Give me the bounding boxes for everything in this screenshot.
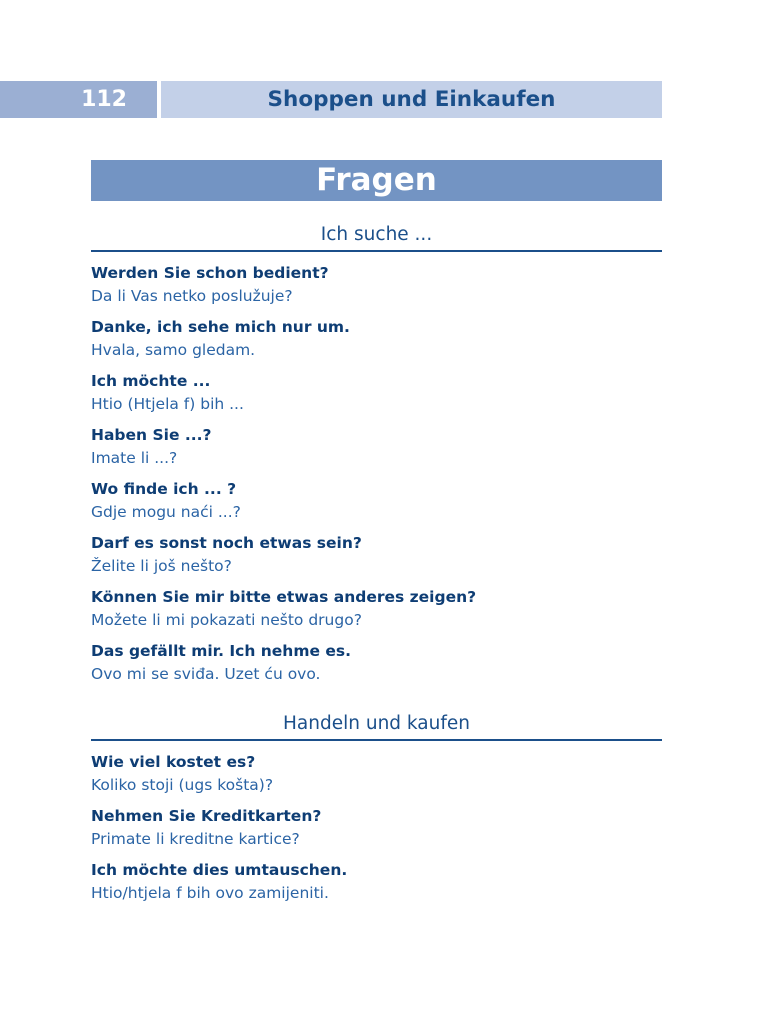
page-header	[0, 81, 662, 118]
phrase-german: Wie viel kostet es?	[91, 753, 256, 771]
chapter-title: Shoppen und Einkaufen	[161, 81, 662, 118]
phrase-croatian: Primate li kreditne kartice?	[91, 830, 300, 848]
phrase-german: Das gefällt mir. Ich nehme es.	[91, 642, 352, 660]
phrase-entry	[91, 262, 662, 308]
phrase-croatian: Gdje mogu naći ...?	[91, 503, 241, 521]
phrase-german: Ich möchte ...	[91, 372, 211, 390]
phrase-content	[91, 222, 662, 913]
phrase-croatian: Možete li mi pokazati nešto drugo?	[91, 611, 362, 629]
phrase-entry	[91, 478, 662, 524]
phrase-croatian: Htio (Htjela f) bih ...	[91, 395, 244, 413]
phrase-croatian: Htio/htjela f bih ovo zamijeniti.	[91, 884, 329, 902]
phrase-german: Danke, ich sehe mich nur um.	[91, 318, 350, 336]
phrase-entry	[91, 859, 662, 905]
phrase-entry	[91, 370, 662, 416]
subheading-handeln-und-kaufen: Handeln und kaufen	[91, 711, 662, 741]
phrase-entry	[91, 640, 662, 686]
section-title: Fragen	[91, 160, 662, 201]
phrase-german: Werden Sie schon bedient?	[91, 264, 329, 282]
phrase-croatian: Hvala, samo gledam.	[91, 341, 256, 359]
page-number: 112	[0, 81, 157, 118]
phrase-croatian: Da li Vas netko poslužuje?	[91, 287, 293, 305]
phrase-entry	[91, 424, 662, 470]
phrase-entry	[91, 586, 662, 632]
phrase-croatian: Ovo mi se sviđa. Uzet ću ovo.	[91, 665, 321, 683]
phrase-entry	[91, 316, 662, 362]
phrase-german: Wo finde ich ... ?	[91, 480, 237, 498]
phrase-german: Können Sie mir bitte etwas anderes zeigen?	[91, 588, 477, 606]
phrase-german: Darf es sonst noch etwas sein?	[91, 534, 362, 552]
phrase-german: Ich möchte dies umtauschen.	[91, 861, 348, 879]
phrase-croatian: Koliko stoji (ugs košta)?	[91, 776, 274, 794]
phrase-croatian: Želite li još nešto?	[91, 557, 232, 575]
phrase-german: Nehmen Sie Kreditkarten?	[91, 807, 322, 825]
phrase-entry	[91, 751, 662, 797]
subheading-ich-suche: Ich suche ...	[91, 222, 662, 252]
phrase-entry	[91, 805, 662, 851]
phrase-entry	[91, 532, 662, 578]
phrase-croatian: Imate li ...?	[91, 449, 178, 467]
phrase-german: Haben Sie ...?	[91, 426, 212, 444]
